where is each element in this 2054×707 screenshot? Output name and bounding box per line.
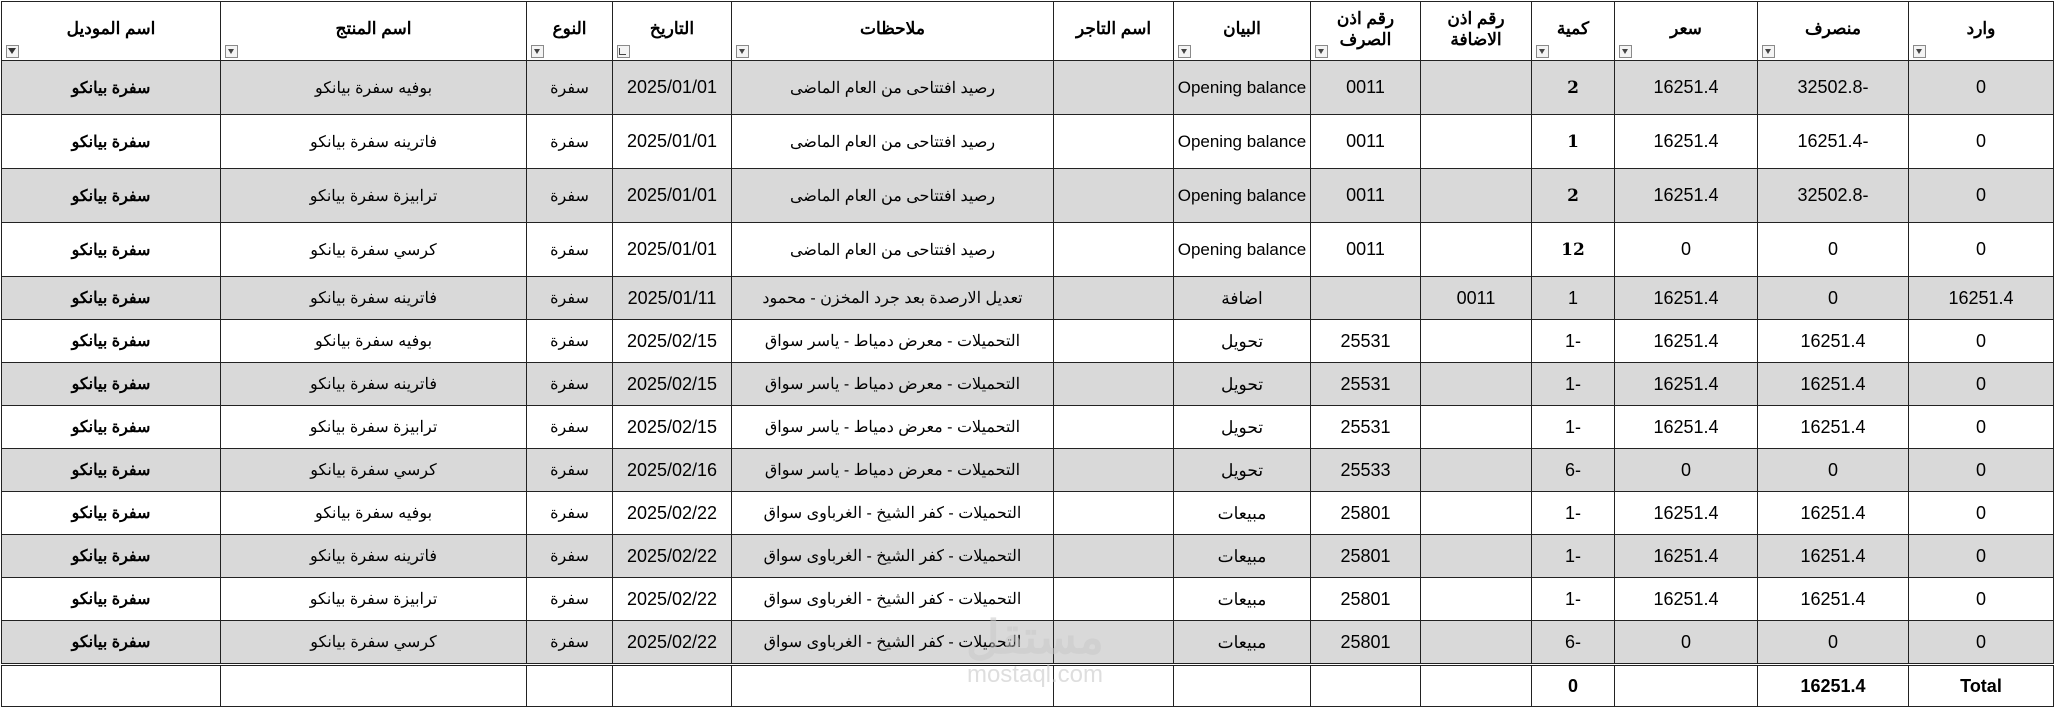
notes-cell[interactable]: التحميلات - معرض دمياط - ياسر سواق [732,320,1054,363]
model-cell[interactable]: سفرة بيانكو [2,61,221,115]
price-cell[interactable]: 16251.4 [1615,406,1758,449]
total-qty-cell[interactable]: 0 [1532,665,1615,707]
out-cell[interactable]: 16251.4 [1758,578,1909,621]
product-cell[interactable]: فاترينه سفرة بيانكو [221,363,527,406]
issue-no-cell[interactable]: 25531 [1311,406,1421,449]
merchant-cell[interactable] [1054,406,1174,449]
cell[interactable] [1054,665,1174,707]
model-cell[interactable]: سفرة بيانكو [2,578,221,621]
qty-cell[interactable]: 2 [1532,61,1615,115]
merchant-cell[interactable] [1054,320,1174,363]
product-cell[interactable]: فاترينه سفرة بيانكو [221,277,527,320]
type-cell[interactable]: سفرة [527,578,613,621]
out-cell[interactable]: 16251.4 [1758,320,1909,363]
merchant-cell[interactable] [1054,277,1174,320]
add-no-cell[interactable] [1421,223,1532,277]
notes-cell[interactable]: التحميلات - كفر الشيخ - الغرباوى سواق [732,492,1054,535]
table-row [2,535,2054,578]
issue-no-cell[interactable]: 25801 [1311,535,1421,578]
date-cell[interactable]: 2025/01/01 [613,61,732,115]
col-header-desc: البيان [1174,2,1311,61]
date-cell[interactable]: 2025/02/22 [613,492,732,535]
out-cell[interactable]: 16251.4 [1758,535,1909,578]
product-cell[interactable]: ترابيزة سفرة بيانكو [221,169,527,223]
col-header-type: النوع [527,2,613,61]
product-cell[interactable]: ترابيزة سفرة بيانكو [221,578,527,621]
type-cell[interactable]: سفرة [527,406,613,449]
col-header-model: اسم الموديل [2,2,221,61]
notes-cell[interactable]: التحميلات - معرض دمياط - ياسر سواق [732,406,1054,449]
in-cell[interactable]: 0 [1909,320,2054,363]
type-cell[interactable]: سفرة [527,115,613,169]
desc-cell[interactable]: تحويل [1174,320,1311,363]
qty-cell[interactable]: 2 [1532,169,1615,223]
header-row [2,2,2054,61]
type-cell[interactable]: سفرة [527,621,613,665]
desc-cell[interactable]: Opening balance [1174,61,1311,115]
cell[interactable] [2,665,221,707]
table-row [2,169,2054,223]
add-no-cell[interactable]: 0011 [1421,277,1532,320]
qty-cell[interactable]: 1- [1532,363,1615,406]
in-cell[interactable]: 0 [1909,61,2054,115]
issue-no-cell[interactable]: 0011 [1311,115,1421,169]
product-cell[interactable]: بوفيه سفرة بيانكو [221,492,527,535]
date-cell[interactable]: 2025/02/15 [613,320,732,363]
filter-dropdown-icon[interactable] [1178,45,1191,58]
add-no-cell[interactable] [1421,492,1532,535]
add-no-cell[interactable] [1421,621,1532,665]
product-cell[interactable]: فاترينه سفرة بيانكو [221,535,527,578]
product-cell[interactable]: فاترينه سفرة بيانكو [221,115,527,169]
out-cell[interactable]: 16251.4 [1758,363,1909,406]
totals-row [2,665,2054,707]
in-cell[interactable]: 0 [1909,169,2054,223]
model-cell[interactable]: سفرة بيانكو [2,406,221,449]
type-cell[interactable]: سفرة [527,492,613,535]
merchant-cell[interactable] [1054,449,1174,492]
filter-active-icon[interactable] [6,45,19,58]
notes-cell[interactable]: رصيد افتتاحى من العام الماضى [732,115,1054,169]
filter-dropdown-icon[interactable] [531,45,544,58]
col-header-in: وارد [1909,2,2054,61]
filter-dropdown-icon[interactable] [1913,45,1926,58]
out-cell[interactable]: 0 [1758,223,1909,277]
type-cell[interactable]: سفرة [527,61,613,115]
model-cell[interactable]: سفرة بيانكو [2,363,221,406]
add-no-cell[interactable] [1421,578,1532,621]
notes-cell[interactable]: رصيد افتتاحى من العام الماضى [732,169,1054,223]
add-no-cell[interactable] [1421,61,1532,115]
out-cell[interactable]: 0 [1758,277,1909,320]
cell[interactable] [1311,665,1421,707]
watermark-url: mostaql.com [966,661,1104,688]
date-cell[interactable]: 2025/02/22 [613,578,732,621]
table-row [2,320,2054,363]
filter-dropdown-icon[interactable] [736,45,749,58]
add-no-cell[interactable] [1421,535,1532,578]
desc-cell[interactable]: Opening balance [1174,223,1311,277]
table-row [2,223,2054,277]
type-cell[interactable]: سفرة [527,449,613,492]
desc-cell[interactable]: مبيعات [1174,492,1311,535]
qty-cell[interactable]: 6- [1532,449,1615,492]
cell[interactable] [527,665,613,707]
in-cell[interactable]: 16251.4 [1909,277,2054,320]
date-cell[interactable]: 2025/01/11 [613,277,732,320]
issue-no-cell[interactable]: 25531 [1311,320,1421,363]
price-cell[interactable]: 16251.4 [1615,169,1758,223]
date-cell[interactable]: 2025/02/15 [613,406,732,449]
merchant-cell[interactable] [1054,169,1174,223]
filter-dropdown-icon[interactable] [225,45,238,58]
out-cell[interactable]: 16251.4 [1758,406,1909,449]
cell[interactable] [732,665,1054,707]
in-cell[interactable]: 0 [1909,492,2054,535]
in-cell[interactable]: 0 [1909,406,2054,449]
out-cell[interactable]: 16251.4 [1758,492,1909,535]
table-row [2,61,2054,115]
merchant-cell[interactable] [1054,115,1174,169]
merchant-cell[interactable] [1054,223,1174,277]
qty-cell[interactable]: 12 [1532,223,1615,277]
out-cell[interactable]: 32502.8- [1758,61,1909,115]
price-cell[interactable]: 16251.4 [1615,277,1758,320]
out-cell[interactable]: 0 [1758,449,1909,492]
qty-cell[interactable]: 1- [1532,492,1615,535]
product-cell[interactable]: كرسي سفرة بيانكو [221,449,527,492]
qty-cell[interactable]: 1 [1532,277,1615,320]
watermark-logo: مستقل [966,611,1104,663]
issue-no-cell[interactable]: 0011 [1311,223,1421,277]
table-body [2,61,2054,665]
cell[interactable] [1421,665,1532,707]
total-out-cell[interactable]: 16251.4 [1758,665,1909,707]
sort-filter-icon[interactable] [617,45,630,58]
qty-cell[interactable]: 1- [1532,320,1615,363]
in-cell[interactable]: 0 [1909,449,2054,492]
add-no-cell[interactable] [1421,115,1532,169]
merchant-cell[interactable] [1054,363,1174,406]
model-cell[interactable]: سفرة بيانكو [2,449,221,492]
qty-cell[interactable]: 1- [1532,535,1615,578]
issue-no-cell[interactable]: 25801 [1311,492,1421,535]
table-row [2,449,2054,492]
col-header-date: التاريخ [613,2,732,61]
col-header-merchant: اسم التاجر [1054,2,1174,61]
notes-cell[interactable]: التحميلات - كفر الشيخ - الغرباوى سواق [732,621,1054,665]
model-cell[interactable]: سفرة بيانكو [2,320,221,363]
type-cell[interactable]: سفرة [527,320,613,363]
desc-cell[interactable]: اضافة [1174,277,1311,320]
price-cell[interactable]: 16251.4 [1615,61,1758,115]
notes-cell[interactable]: التحميلات - معرض دمياط - ياسر سواق [732,363,1054,406]
col-header-price: سعر [1615,2,1758,61]
table-row [2,363,2054,406]
col-header-add-no: رقم اذن الاضافة [1421,2,1532,61]
table-row [2,277,2054,320]
out-cell[interactable]: 0 [1758,621,1909,665]
desc-cell[interactable]: تحويل [1174,449,1311,492]
date-cell[interactable]: 2025/02/16 [613,449,732,492]
notes-cell[interactable]: التحميلات - كفر الشيخ - الغرباوى سواق [732,535,1054,578]
out-cell[interactable]: 16251.4- [1758,115,1909,169]
col-header-qty: كمية [1532,2,1615,61]
price-cell[interactable]: 16251.4 [1615,320,1758,363]
issue-no-cell[interactable]: 25801 [1311,621,1421,665]
product-cell[interactable]: بوفيه سفرة بيانكو [221,61,527,115]
filter-dropdown-icon[interactable] [1536,45,1549,58]
table-row [2,621,2054,665]
notes-cell[interactable]: التحميلات - معرض دمياط - ياسر سواق [732,449,1054,492]
add-no-cell[interactable] [1421,320,1532,363]
cell[interactable] [1174,665,1311,707]
col-header-issue-no: رقم اذن الصرف [1311,2,1421,61]
add-no-cell[interactable] [1421,449,1532,492]
price-cell[interactable]: 16251.4 [1615,492,1758,535]
date-cell[interactable]: 2025/02/15 [613,363,732,406]
filter-dropdown-icon[interactable] [1315,45,1328,58]
qty-cell[interactable]: 1- [1532,406,1615,449]
notes-cell[interactable]: تعديل الارصدة بعد جرد المخزن - محمود [732,277,1054,320]
product-cell[interactable]: بوفيه سفرة بيانكو [221,320,527,363]
date-cell[interactable]: 2025/01/01 [613,223,732,277]
merchant-cell[interactable] [1054,535,1174,578]
merchant-cell[interactable] [1054,578,1174,621]
desc-cell[interactable]: Opening balance [1174,169,1311,223]
merchant-cell[interactable] [1054,492,1174,535]
in-cell[interactable]: 0 [1909,223,2054,277]
date-cell[interactable]: 2025/02/22 [613,621,732,665]
spreadsheet-table [1,1,2054,707]
model-cell[interactable]: سفرة بيانكو [2,277,221,320]
col-header-notes: ملاحظات [732,2,1054,61]
in-cell[interactable]: 0 [1909,115,2054,169]
price-cell[interactable]: 16251.4 [1615,535,1758,578]
table-row [2,578,2054,621]
model-cell[interactable]: سفرة بيانكو [2,535,221,578]
issue-no-cell[interactable] [1311,277,1421,320]
product-cell[interactable]: كرسي سفرة بيانكو [221,621,527,665]
desc-cell[interactable]: تحويل [1174,363,1311,406]
type-cell[interactable]: سفرة [527,169,613,223]
merchant-cell[interactable] [1054,61,1174,115]
in-cell[interactable]: 0 [1909,621,2054,665]
cell[interactable] [613,665,732,707]
add-no-cell[interactable] [1421,363,1532,406]
add-no-cell[interactable] [1421,169,1532,223]
merchant-cell[interactable] [1054,621,1174,665]
qty-cell[interactable]: 6- [1532,621,1615,665]
type-cell[interactable]: سفرة [527,363,613,406]
date-cell[interactable]: 2025/01/01 [613,169,732,223]
issue-no-cell[interactable]: 25801 [1311,578,1421,621]
col-header-out: منصرف [1758,2,1909,61]
table-row [2,115,2054,169]
total-label-cell[interactable]: Total [1909,665,2054,707]
desc-cell[interactable]: مبيعات [1174,578,1311,621]
product-cell[interactable]: ترابيزة سفرة بيانكو [221,406,527,449]
qty-cell[interactable]: 1 [1532,115,1615,169]
desc-cell[interactable]: مبيعات [1174,535,1311,578]
desc-cell[interactable]: تحويل [1174,406,1311,449]
cell[interactable] [221,665,527,707]
in-cell[interactable]: 0 [1909,535,2054,578]
type-cell[interactable]: سفرة [527,277,613,320]
price-cell[interactable]: 16251.4 [1615,115,1758,169]
product-cell[interactable]: كرسي سفرة بيانكو [221,223,527,277]
type-cell[interactable]: سفرة [527,535,613,578]
qty-cell[interactable]: 1- [1532,578,1615,621]
price-cell[interactable]: 0 [1615,621,1758,665]
desc-cell[interactable]: مبيعات [1174,621,1311,665]
table-row [2,406,2054,449]
price-cell[interactable]: 16251.4 [1615,363,1758,406]
price-cell[interactable]: 0 [1615,223,1758,277]
filter-dropdown-icon[interactable] [1619,45,1632,58]
filter-dropdown-icon[interactable] [1762,45,1775,58]
price-cell[interactable]: 0 [1615,449,1758,492]
date-cell[interactable]: 2025/02/22 [613,535,732,578]
date-cell[interactable]: 2025/01/01 [613,115,732,169]
notes-cell[interactable]: التحميلات - كفر الشيخ - الغرباوى سواق [732,578,1054,621]
issue-no-cell[interactable]: 25531 [1311,363,1421,406]
cell[interactable] [1615,665,1758,707]
add-no-cell[interactable] [1421,406,1532,449]
notes-cell[interactable]: رصيد افتتاحى من العام الماضى [732,61,1054,115]
in-cell[interactable]: 0 [1909,578,2054,621]
notes-cell[interactable]: رصيد افتتاحى من العام الماضى [732,223,1054,277]
table-row [2,492,2054,535]
model-cell[interactable]: سفرة بيانكو [2,621,221,665]
model-cell[interactable]: سفرة بيانكو [2,169,221,223]
issue-no-cell[interactable]: 0011 [1311,169,1421,223]
col-header-product: اسم المنتج [221,2,527,61]
out-cell[interactable]: 32502.8- [1758,169,1909,223]
type-cell[interactable]: سفرة [527,223,613,277]
issue-no-cell[interactable]: 0011 [1311,61,1421,115]
model-cell[interactable]: سفرة بيانكو [2,115,221,169]
in-cell[interactable]: 0 [1909,363,2054,406]
desc-cell[interactable]: Opening balance [1174,115,1311,169]
model-cell[interactable]: سفرة بيانكو [2,492,221,535]
price-cell[interactable]: 16251.4 [1615,578,1758,621]
model-cell[interactable]: سفرة بيانكو [2,223,221,277]
issue-no-cell[interactable]: 25533 [1311,449,1421,492]
